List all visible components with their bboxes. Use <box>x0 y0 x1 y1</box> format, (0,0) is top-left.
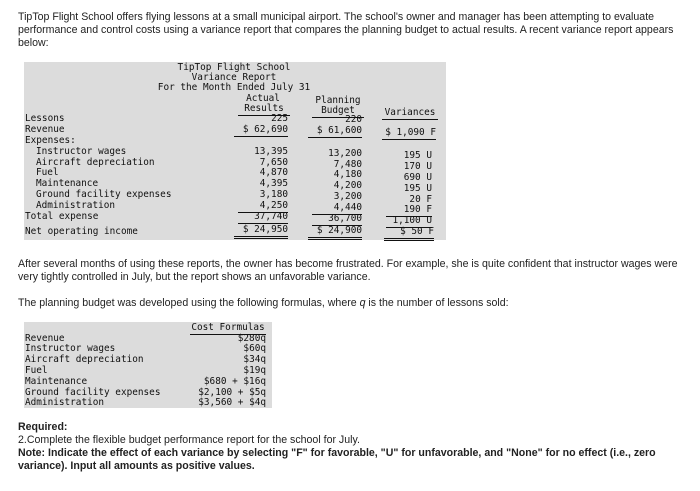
cost-formulas-header: Cost Formulas <box>191 322 265 333</box>
formula-administration: $3,560 + $4q <box>198 397 266 408</box>
plan-aircraft-depreciation: 7,480 <box>333 159 362 170</box>
var-maintenance: 195 U <box>403 183 432 194</box>
actual-instructor-wages: 13,395 <box>254 146 288 157</box>
formula-label-aircraft-depreciation: Aircraft depreciation <box>25 354 144 365</box>
plan-revenue: $ 61,600 <box>308 126 362 138</box>
formula-label-maintenance: Maintenance <box>25 376 88 387</box>
plan-fuel: 4,180 <box>333 169 362 180</box>
row-label-total-expense: Total expense <box>25 211 99 222</box>
formula-label-ground-facility: Ground facility expenses <box>25 387 161 398</box>
formula-label-fuel: Fuel <box>25 365 48 376</box>
formula-label-revenue: Revenue <box>25 333 65 344</box>
actual-ground-facility: 3,180 <box>259 189 288 200</box>
plan-net-income: $ 24,900 <box>308 226 362 240</box>
row-label-revenue: Revenue <box>25 124 65 135</box>
plan-maintenance: 4,200 <box>333 180 362 191</box>
formula-maintenance: $680 + $16q <box>203 376 266 387</box>
col-plan-1: Planning <box>315 95 361 106</box>
var-total-expense: 1,100 U <box>386 216 432 228</box>
var-net-income: $ 50 F <box>384 227 434 241</box>
actual-fuel: 4,870 <box>259 167 288 178</box>
row-label-expenses: Expenses: <box>25 135 76 146</box>
formula-ground-facility: $2,100 + $5q <box>198 387 266 398</box>
required-heading: Required: <box>18 421 68 433</box>
actual-revenue: $ 62,690 <box>234 125 288 137</box>
var-administration: 190 F <box>386 205 432 217</box>
actual-total-expense: 37,740 <box>238 212 288 224</box>
formulas-intro-text-a: The planning budget was developed using the following formulas, where <box>18 297 360 309</box>
formula-aircraft-depreciation: $34q <box>243 354 266 365</box>
formulas-intro-q: q <box>359 297 366 309</box>
actual-net-income: $ 24,950 <box>234 225 288 239</box>
plan-lessons: 220 <box>345 114 362 125</box>
required-note: Note: Indicate the effect of each variance by selecting "F" for favorable, "U" for unfavorable, and "None" for no effect (i.e., zero variance). Input all amounts as positive values. <box>18 447 656 472</box>
formula-label-administration: Administration <box>25 397 105 408</box>
var-fuel: 690 U <box>403 172 432 183</box>
plan-total-expense: 36,700 <box>312 214 362 226</box>
report-title: TipTop Flight School <box>177 62 291 73</box>
formula-fuel: $19q <box>243 365 266 376</box>
formula-instructor-wages: $60q <box>243 343 266 354</box>
required-section <box>18 421 688 473</box>
intro-paragraph: TipTop Flight School offers flying lessons at a small municipal airport. The school's owner and manager has been attempting to evaluate performance and control costs using a variance report that compares the planning budget to actual results. A recent variance report appears below: <box>18 11 674 49</box>
formulas-intro-text-b: is the number of lessons sold: <box>365 297 509 309</box>
variance-report <box>24 62 446 240</box>
row-label-aircraft-depreciation: Aircraft depreciation <box>36 157 155 168</box>
report-subtitle: Variance Report <box>191 72 277 83</box>
report-period: For the Month Ended July 31 <box>157 82 311 93</box>
col-actual-2: Results <box>238 104 290 116</box>
row-label-instructor-wages: Instructor wages <box>36 146 127 157</box>
var-instructor-wages: 195 U <box>403 150 432 161</box>
formula-revenue: $280q <box>237 333 266 344</box>
actual-administration: 4,250 <box>238 201 288 213</box>
var-ground-facility: 20 F <box>409 194 432 205</box>
col-actual-1: Actual <box>246 93 280 104</box>
row-label-fuel: Fuel <box>36 167 59 178</box>
actual-aircraft-depreciation: 7,650 <box>259 157 288 168</box>
var-aircraft-depreciation: 170 U <box>403 161 432 172</box>
col-plan-2: Budget <box>312 106 364 118</box>
row-label-administration: Administration <box>36 200 116 211</box>
plan-ground-facility: 3,200 <box>333 191 362 202</box>
actual-maintenance: 4,395 <box>259 178 288 189</box>
var-revenue: $ 1,090 F <box>382 128 436 140</box>
cost-formulas-table <box>24 322 272 408</box>
row-label-ground-facility: Ground facility expenses <box>36 189 172 200</box>
plan-administration: 4,440 <box>312 203 362 215</box>
formula-label-instructor-wages: Instructor wages <box>25 343 116 354</box>
required-instruction: 2.Complete the flexible budget performance report for the school for July. <box>18 434 360 446</box>
actual-lessons: 225 <box>271 113 288 124</box>
row-label-maintenance: Maintenance <box>36 178 99 189</box>
plan-instructor-wages: 13,200 <box>328 148 362 159</box>
row-label-lessons: Lessons <box>25 113 65 124</box>
formulas-intro-paragraph <box>18 297 688 310</box>
col-variances: Variances <box>382 108 438 120</box>
row-label-net-income: Net operating income <box>25 226 138 237</box>
frustration-paragraph: After several months of using these reports, the owner has become frustrated. For example, she is quite confident that instructor wages were very tightly controlled in July, but the report shows an unfavorable variance. <box>18 258 678 283</box>
